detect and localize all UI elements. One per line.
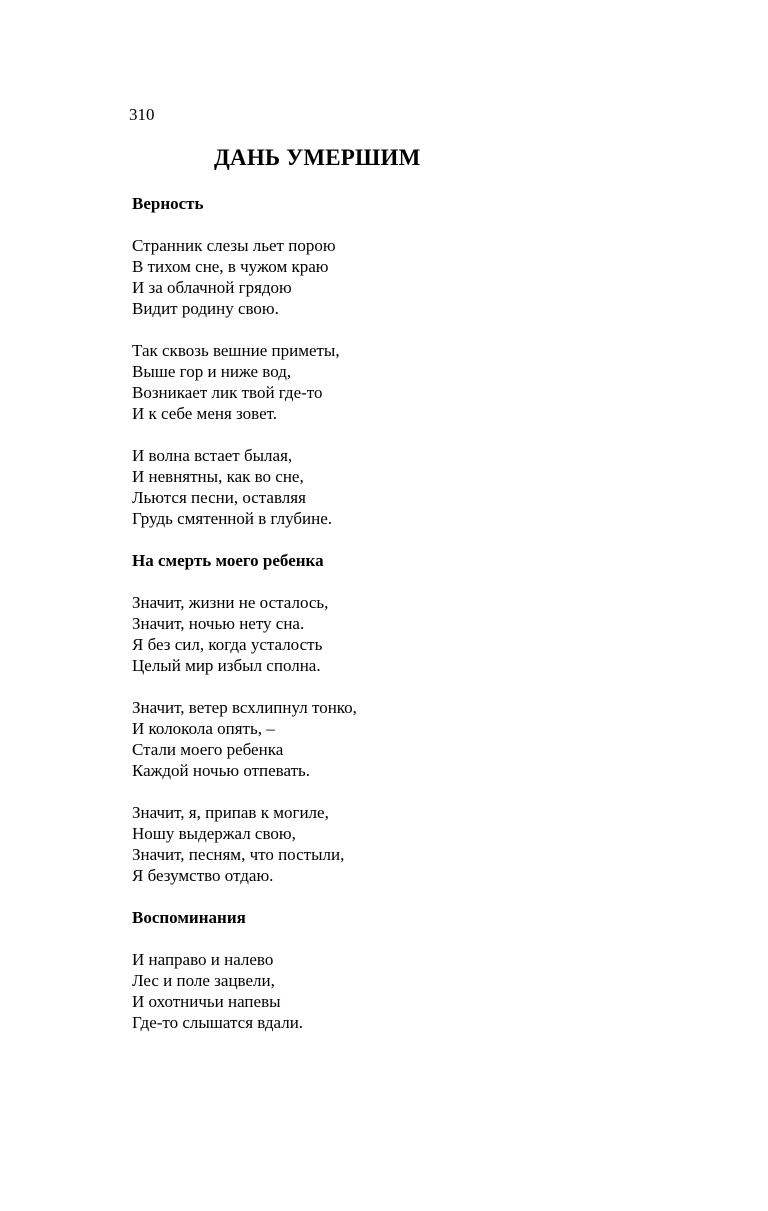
- poem-line: Ношу выдержал свою,: [132, 824, 296, 843]
- poem-line: Видит родину свою.: [132, 299, 279, 318]
- poem-line: Грудь смятенной в глубине.: [132, 509, 333, 528]
- poem-line: И за облачной грядою: [132, 278, 292, 297]
- poem-line: Целый мир избыл сполна.: [132, 656, 321, 675]
- page-number: 310: [129, 105, 155, 124]
- stanza: [132, 697, 692, 781]
- stanza: [132, 340, 692, 424]
- poem-line: И охотничьи напевы: [132, 992, 281, 1011]
- stanza: [132, 802, 692, 886]
- poem-line: И направо и налево: [132, 950, 274, 969]
- poem-line: Стали моего ребенка: [132, 740, 284, 759]
- stanza: [132, 949, 692, 1033]
- poem-line: И колокола опять, –: [132, 719, 275, 738]
- poem-title: Воспоминания: [132, 908, 246, 927]
- poem-line: И к себе меня зовет.: [132, 404, 278, 423]
- poem-line: Я безумство отдаю.: [132, 866, 274, 885]
- poem-na-smert-rebenka: [132, 550, 692, 886]
- poem-line: Где-то слышатся вдали.: [132, 1013, 304, 1032]
- stanza: [132, 235, 692, 319]
- poem-line: Значит, ветер всхлипнул тонко,: [132, 698, 357, 717]
- poem-line: Возникает лик твой где-то: [132, 383, 323, 402]
- poem-line: Значит, песням, что постыли,: [132, 845, 345, 864]
- poem-line: И невнятны, как во сне,: [132, 467, 304, 486]
- poem-line: Значит, я, припав к могиле,: [132, 803, 329, 822]
- poem-line: Я без сил, когда усталость: [132, 635, 323, 654]
- poem-line: Так сквозь вешние приметы,: [132, 341, 340, 360]
- poem-line: Льются песни, оставляя: [132, 488, 306, 507]
- poem-line: Значит, ночью нету сна.: [132, 614, 305, 633]
- poem-vospominaniya: [132, 907, 692, 1033]
- poem-line: Каждой ночью отпевать.: [132, 761, 311, 780]
- poem-line: Странник слезы льет порою: [132, 236, 336, 255]
- section-title: ДАНЬ УМЕРШИМ: [214, 145, 421, 170]
- poem-line: И волна встает былая,: [132, 446, 293, 465]
- poem-vernost: [132, 193, 692, 529]
- stanza: [132, 592, 692, 676]
- poem-line: Выше гор и ниже вод,: [132, 362, 292, 381]
- poem-title: На смерть моего ребенка: [132, 551, 324, 570]
- stanza: [132, 445, 692, 529]
- poem-line: Лес и поле зацвели,: [132, 971, 275, 990]
- poem-line: Значит, жизни не осталось,: [132, 593, 329, 612]
- poems-container: [132, 193, 692, 1054]
- poem-title: Верность: [132, 194, 204, 213]
- poem-line: В тихом сне, в чужом краю: [132, 257, 329, 276]
